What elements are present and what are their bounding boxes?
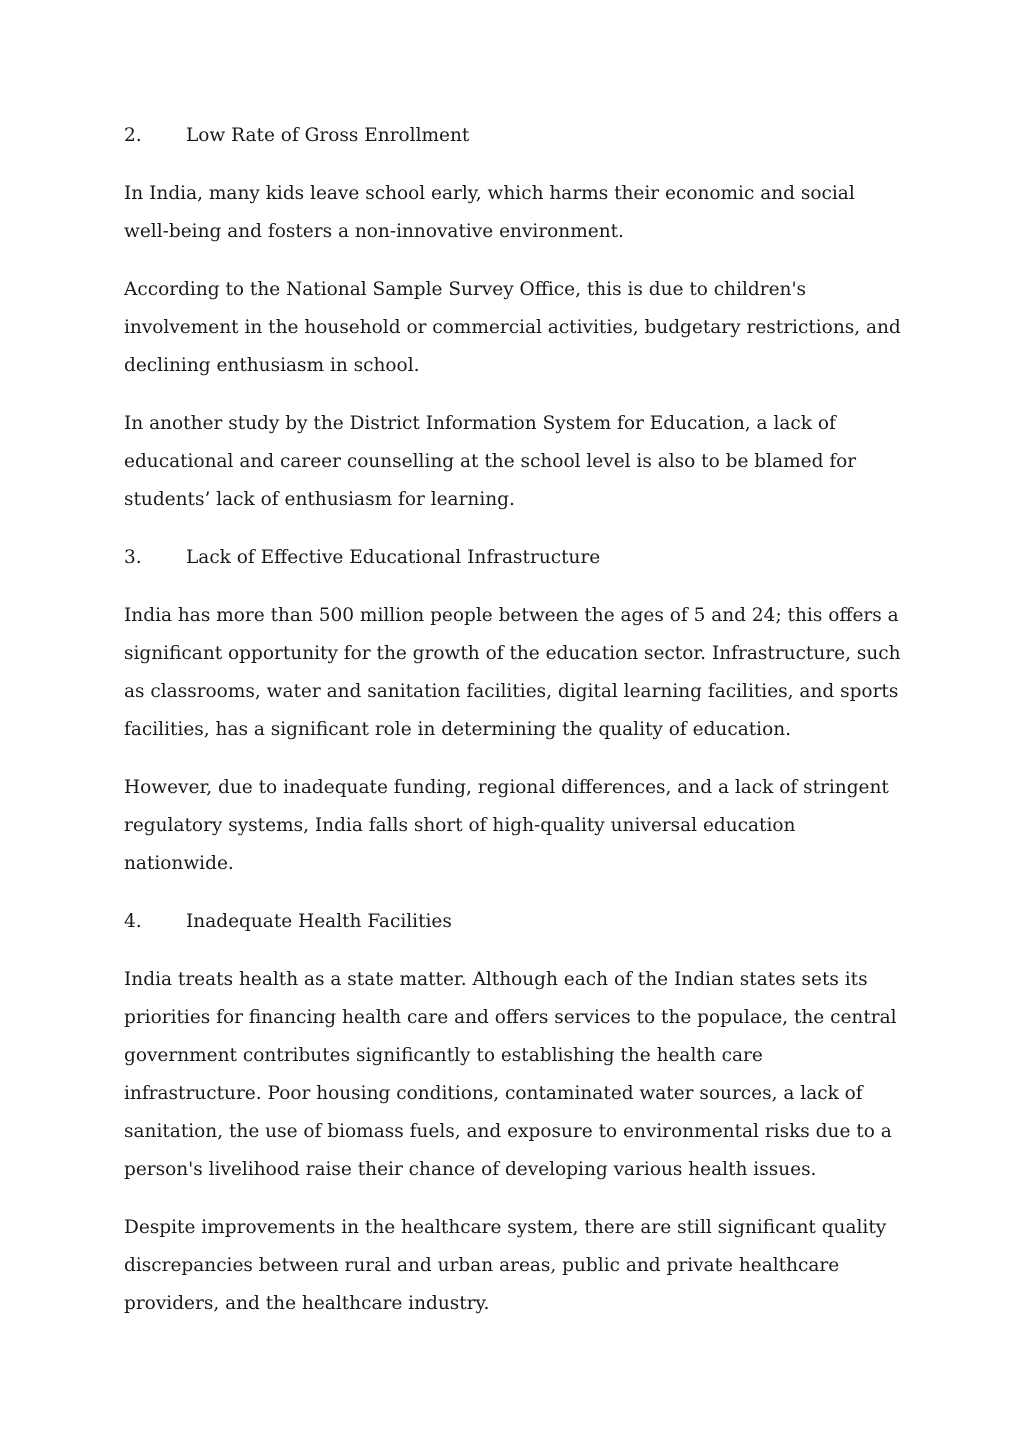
paragraph: India has more than 500 million people between the ages of 5 and 24; this offers a significant opportunity for the growth of the education sector. Infrastructure, such as classrooms, water and sanitation facilities, digital learning facilities, and sports facilities, has a significant role in determining the quality of education. (124, 605, 901, 740)
section-heading (124, 903, 904, 941)
section-number: 4. (124, 911, 142, 932)
section-number: 2. (124, 125, 142, 146)
section-title: Lack of Effective Educational Infrastructure (186, 547, 601, 568)
paragraph: According to the National Sample Survey Office, this is due to children's involvement in the household or commercial activities, budgetary restrictions, and declining enthusiasm in school. (124, 279, 901, 376)
section-heading (124, 539, 904, 577)
paragraph: Despite improvements in the healthcare system, there are still significant quality discrepancies between rural and urban areas, public and private healthcare providers, and the healthcare industry. (124, 1217, 887, 1314)
section-heading (124, 117, 904, 155)
section-title: Inadequate Health Facilities (186, 911, 452, 932)
section-title: Low Rate of Gross Enrollment (186, 125, 470, 146)
section-number: 3. (124, 547, 142, 568)
paragraph: In another study by the District Information System for Education, a lack of educational and career counselling at the school level is also to be blamed for students’ lack of enthusiasm for learning. (124, 413, 857, 510)
paragraph: In India, many kids leave school early, which harms their economic and social well-being and fosters a non-innovative environment. (124, 183, 855, 242)
paragraph: However, due to inadequate funding, regional differences, and a lack of stringent regulatory systems, India falls short of high-quality universal education nationwide. (124, 777, 889, 874)
paragraph: India treats health as a state matter. Although each of the Indian states sets its priorities for financing health care and offers services to the populace, the central government contributes significantly to establishing the health care infrastructure. Poor housing conditions, contaminated water sources, a lack of sanitation, the use of biomass fuels, and exposure to environmental risks due to a person's livelihood raise their chance of developing various health issues. (124, 969, 897, 1180)
document-page (124, 117, 904, 1343)
